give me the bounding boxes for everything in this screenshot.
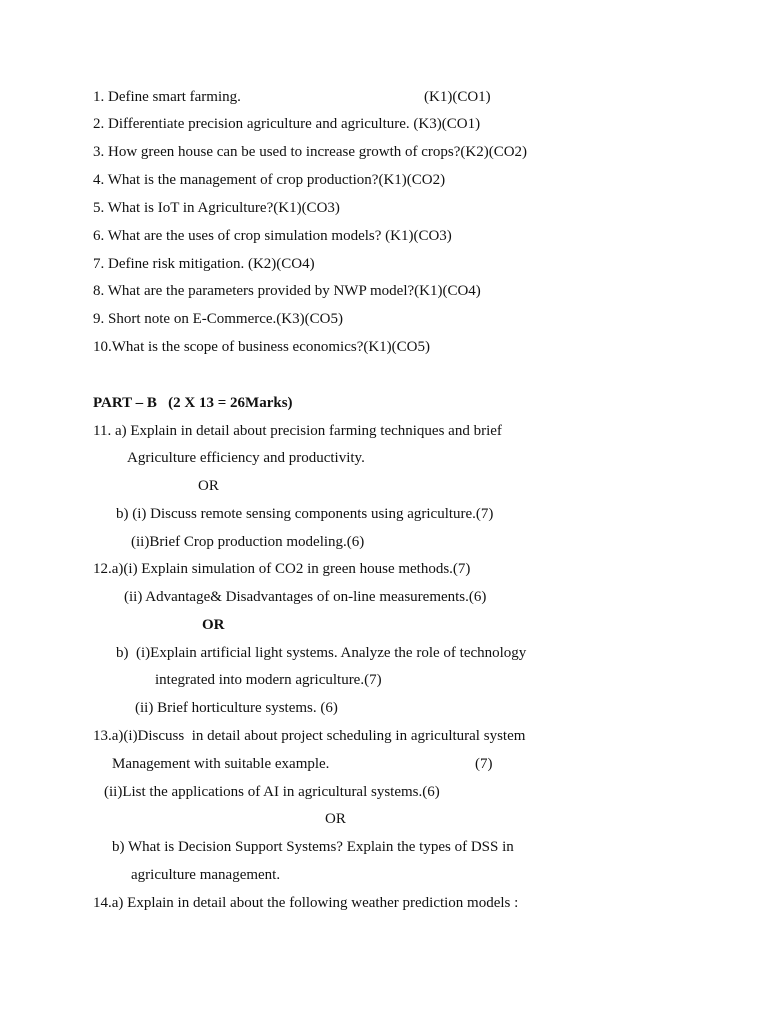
part-b-heading: PART – B (2 X 13 = 26Marks) [93, 395, 293, 411]
or-separator-12: OR [202, 617, 225, 633]
question-11b-line-1: b) (i) Discuss remote sensing components using agriculture.(7) [116, 506, 494, 522]
question-11a-line-2: Agriculture efficiency and productivity. [127, 450, 365, 466]
question-5: 5. What is IoT in Agriculture?(K1)(CO3) [93, 200, 340, 216]
question-1: 1. Define smart farming. [93, 89, 241, 105]
or-separator-11: OR [198, 478, 219, 494]
question-13a-marks: (7) [475, 756, 493, 772]
question-3: 3. How green house can be used to increase growth of crops?(K2)(CO2) [93, 144, 528, 160]
question-13a-line-1: 13.a)(i)Discuss in detail about project scheduling in agricultural system [93, 728, 526, 744]
question-4: 4. What is the management of crop production?(K1)(CO2) [93, 172, 446, 188]
question-11b-line-2: (ii)Brief Crop production modeling.(6) [131, 534, 365, 550]
question-6: 6. What are the uses of crop simulation models? (K1)(CO3) [93, 228, 452, 244]
question-1-tag: (K1)(CO1) [424, 89, 491, 105]
question-13a-line-3: (ii)List the applications of AI in agricultural systems.(6) [104, 784, 440, 800]
question-12a-line-2: (ii) Advantage& Disadvantages of on-line measurements.(6) [124, 589, 487, 605]
question-7: 7. Define risk mitigation. (K2)(CO4) [93, 256, 315, 272]
question-12b-line-3: (ii) Brief horticulture systems. (6) [135, 700, 338, 716]
or-separator-13: OR [325, 811, 346, 827]
question-12b-line-1: b) (i)Explain artificial light systems. Analyze the role of technology [116, 645, 527, 661]
question-11a-line-1: 11. a) Explain in detail about precision farming techniques and brief [93, 423, 502, 439]
question-8: 8. What are the parameters provided by NWP model?(K1)(CO4) [93, 283, 481, 299]
question-13b-line-1: b) What is Decision Support Systems? Explain the types of DSS in [112, 839, 514, 855]
question-12b-line-2: integrated into modern agriculture.(7) [155, 672, 382, 688]
question-10: 10.What is the scope of business economics?(K1)(CO5) [93, 339, 431, 355]
question-12a-line-1: 12.a)(i) Explain simulation of CO2 in green house methods.(7) [93, 561, 471, 577]
question-9: 9. Short note on E-Commerce.(K3)(CO5) [93, 311, 343, 327]
question-13b-line-2: agriculture management. [131, 867, 281, 883]
question-2: 2. Differentiate precision agriculture and agriculture. (K3)(CO1) [93, 116, 481, 132]
question-14a-line-1: 14.a) Explain in detail about the following weather prediction models : [93, 895, 519, 911]
question-13a-line-2: Management with suitable example. [112, 756, 330, 772]
